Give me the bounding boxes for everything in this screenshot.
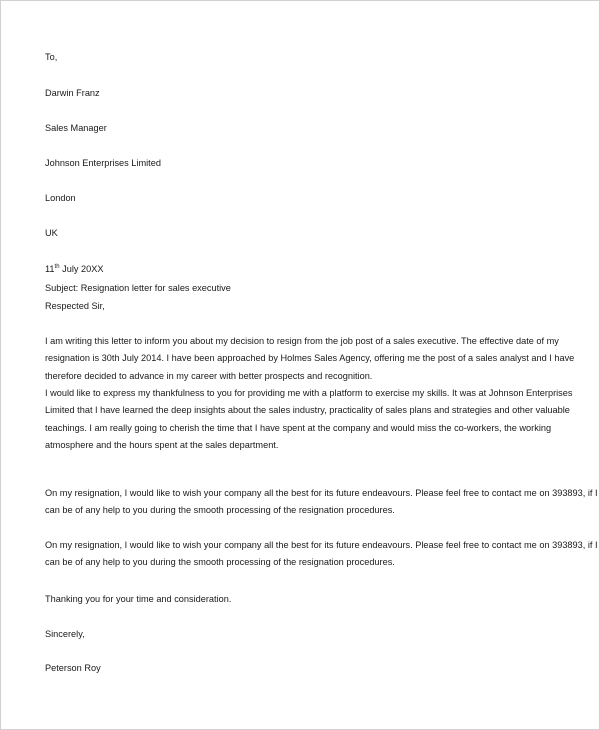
recipient-company: Johnson Enterprises Limited	[45, 158, 161, 168]
paragraph-line: can be of any help to you during the smooth processing of the resignation procedures.	[45, 505, 395, 516]
letter-date	[45, 263, 103, 275]
recipient-name: Darwin Franz	[45, 88, 100, 98]
paragraph-line: resignation is 30th July 2014. I have been approached by Holmes Sales Agency, offering me the post of a sales analyst and I have	[45, 353, 575, 364]
paragraph-1	[45, 333, 575, 385]
paragraph-line: I would like to express my thankfulness to you for providing me with a platform to exercise my skills. It was at Johnson Enterprises	[45, 388, 573, 398]
paragraph-4	[45, 537, 598, 572]
paragraph-line: can be of any help to you during the smooth processing of the resignation procedures.	[45, 557, 395, 568]
closing: Sincerely,	[45, 629, 85, 639]
paragraph-line: On my resignation, I would like to wish your company all the best for its future endeavours. Please feel free to contact me on 393893, if I	[45, 488, 598, 498]
date-rest: July 20XX	[59, 264, 104, 274]
paragraph-3	[45, 485, 598, 520]
paragraph-line: teachings. I am really going to cherish the time that I have spent at the company and would miss the co-workers, the working	[45, 422, 552, 433]
recipient-country: UK	[45, 228, 58, 238]
paragraph-line: Limited that I have learned the deep insights about the sales industry, practicality of sales plans and strategies and other valuable	[45, 405, 570, 416]
subject-line: Subject: Resignation letter for sales executive	[45, 283, 231, 293]
signature: Peterson Roy	[45, 663, 101, 673]
recipient-city: London	[45, 193, 76, 203]
greeting: Respected Sir,	[45, 301, 105, 311]
date-day: 11	[45, 264, 55, 274]
paragraph-line: On my resignation, I would like to wish your company all the best for its future endeavours. Please feel free to contact me on 393893, if I	[45, 540, 598, 550]
thanks-line: Thanking you for your time and consideration.	[45, 594, 232, 604]
paragraph-line: I am writing this letter to inform you about my decision to resign from the job post of a sales executive. The effective date of my	[45, 336, 559, 346]
salutation-to: To,	[45, 52, 58, 62]
recipient-title: Sales Manager	[45, 123, 107, 133]
paragraph-line: atmosphere and the hours spent at the sales department.	[45, 439, 279, 450]
paragraph-line: therefore decided to advance in my career with better prospects and recognition.	[45, 370, 373, 381]
date-suffix: th	[54, 264, 60, 270]
paragraph-2	[45, 385, 573, 454]
